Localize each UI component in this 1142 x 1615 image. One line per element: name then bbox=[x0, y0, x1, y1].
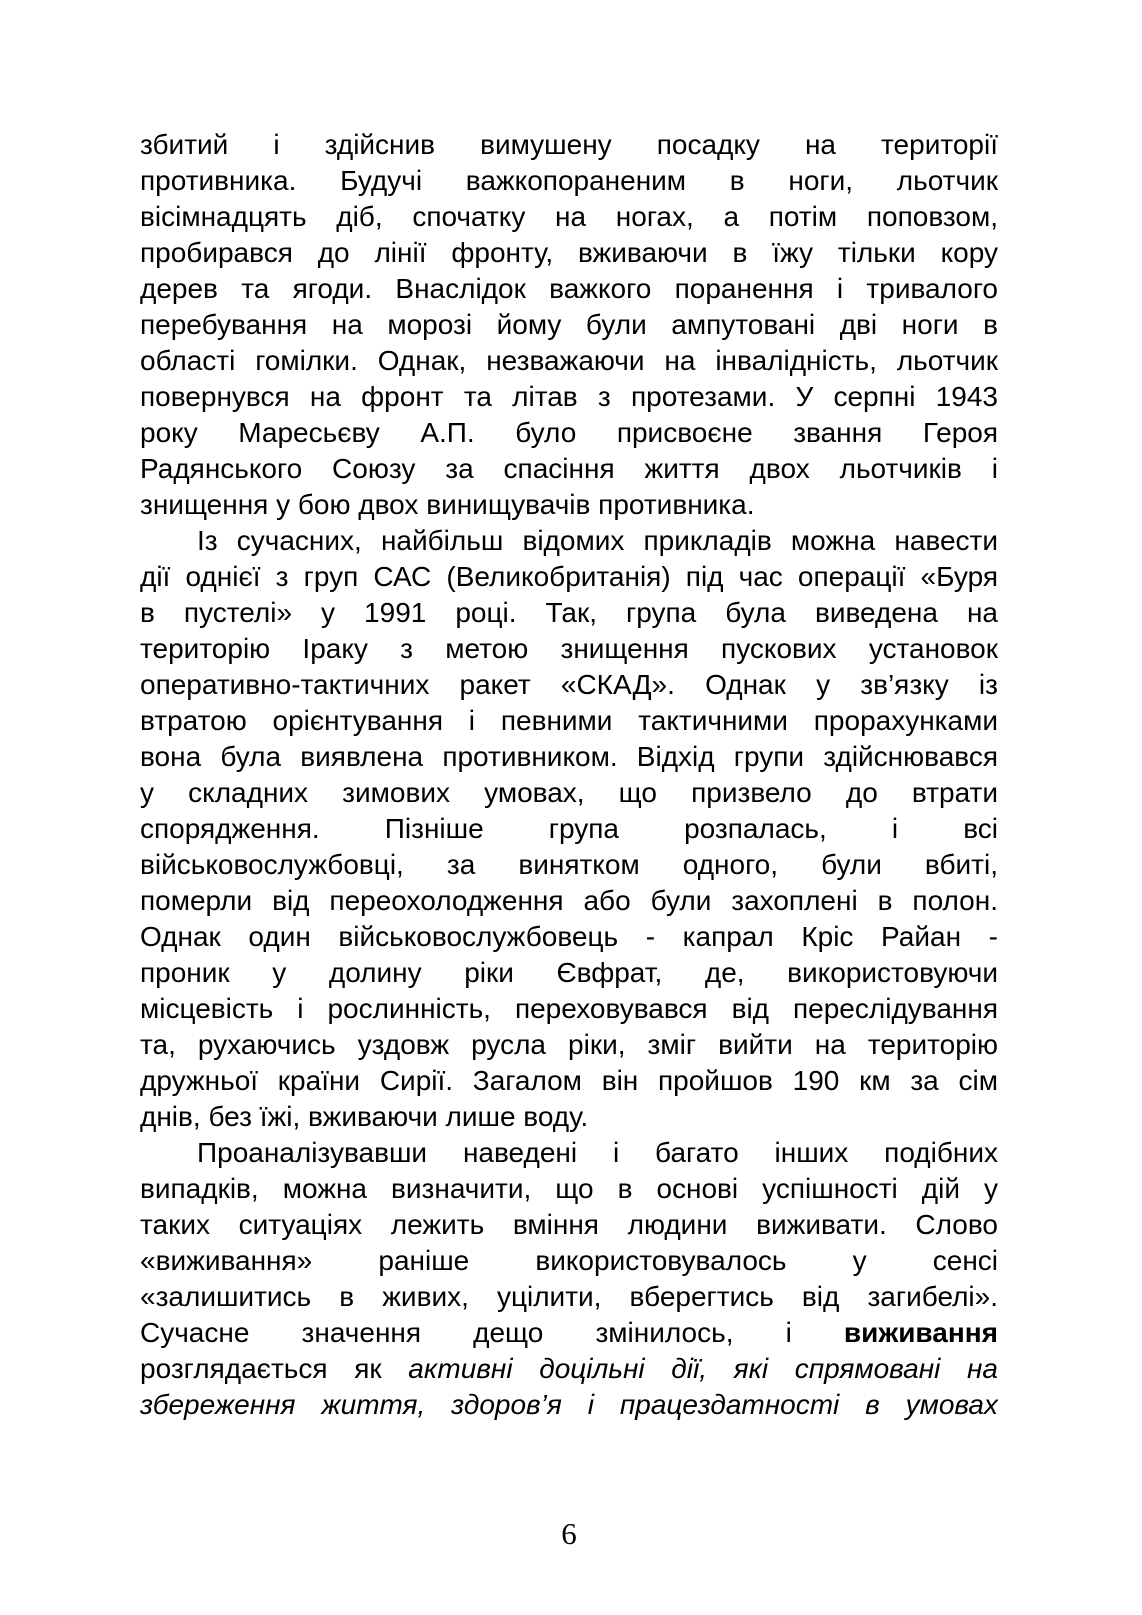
body-text: Із сучасних, найбільш відомих прикладів можна навести bbox=[197, 525, 998, 556]
text-line bbox=[140, 1027, 998, 1063]
text-line bbox=[140, 1279, 998, 1315]
text-line bbox=[140, 307, 998, 343]
text-line bbox=[140, 919, 998, 955]
text-line bbox=[140, 1063, 998, 1099]
text-line bbox=[140, 1351, 998, 1387]
bold-text: виживання bbox=[843, 1317, 998, 1348]
body-text: вона була виявлена противником. Відхід групи здійснювався bbox=[140, 741, 998, 772]
text-line bbox=[140, 559, 998, 595]
page-number: 6 bbox=[561, 1516, 577, 1551]
text-line bbox=[140, 1099, 998, 1135]
text-line bbox=[140, 847, 998, 883]
body-text: у складних зимових умовах, що призвело до втрати bbox=[140, 777, 998, 808]
body-text: Сучасне значення дещо змінилось, і bbox=[140, 1317, 844, 1348]
text-line bbox=[140, 451, 998, 487]
body-text: територію Іраку з метою знищення пускових установок bbox=[140, 633, 998, 664]
paragraph bbox=[140, 1135, 998, 1423]
paragraph bbox=[140, 127, 998, 523]
body-text: «виживання» раніше використовувалось у сенсі bbox=[140, 1245, 998, 1276]
body-text: вісімнадцять діб, спочатку на ногах, а потім поповзом, bbox=[140, 201, 998, 232]
body-text: пробирався до лінії фронту, вживаючи в їжу тільки кору bbox=[140, 237, 998, 268]
text-line bbox=[140, 487, 998, 523]
text-line bbox=[140, 1243, 998, 1279]
body-text: оперативно-тактичних ракет «СКАД». Однак у зв’язку із bbox=[140, 669, 998, 700]
text-line bbox=[140, 703, 998, 739]
text-line bbox=[140, 775, 998, 811]
text-line bbox=[140, 127, 998, 163]
body-text: області гомілки. Однак, незважаючи на інвалідність, льотчик bbox=[140, 345, 998, 376]
body-text: спорядження. Пізніше група розпалась, і всі bbox=[140, 813, 998, 844]
body-text: дружньої країни Сирії. Загалом він пройшов 190 км за сім bbox=[140, 1065, 998, 1096]
text-line bbox=[140, 1207, 998, 1243]
text-line bbox=[140, 667, 998, 703]
body-text: дії однієї з груп САС (Великобританія) під час операції «Буря bbox=[140, 561, 998, 592]
text-line bbox=[140, 739, 998, 775]
body-text: та, рухаючись уздовж русла ріки, зміг вийти на територію bbox=[140, 1029, 998, 1060]
text-line bbox=[140, 955, 998, 991]
body-text: в пустелі» у 1991 році. Так, група була виведена на bbox=[140, 597, 998, 628]
text-line bbox=[140, 1315, 998, 1351]
body-text: розглядається як bbox=[140, 1353, 409, 1384]
body-text: «залишитись в живих, уцілити, вберегтись від загибелі». bbox=[140, 1281, 998, 1312]
body-text: днів, без їжі, вживаючи лише воду. bbox=[140, 1101, 589, 1132]
body-text: Однак один військовослужбовець - капрал Кріс Райан - bbox=[140, 921, 998, 952]
text-line bbox=[140, 415, 998, 451]
body-text: Проаналізувавши наведені і багато інших подібних bbox=[197, 1137, 998, 1168]
text-line bbox=[140, 199, 998, 235]
body-text: року Маресьєву А.П. було присвоєне звання Героя bbox=[140, 417, 998, 448]
text-line bbox=[140, 991, 998, 1027]
body-text: збитий і здійснив вимушену посадку на території bbox=[140, 129, 998, 160]
body-text: місцевість і рослинність, переховувався від переслідування bbox=[140, 993, 998, 1024]
text-line bbox=[140, 343, 998, 379]
text-line bbox=[140, 883, 998, 919]
text-line bbox=[140, 811, 998, 847]
paragraph bbox=[140, 523, 998, 1135]
body-text: знищення у бою двох винищувачів противника. bbox=[140, 489, 755, 520]
text-line bbox=[140, 1387, 998, 1423]
body-text: проник у долину ріки Євфрат, де, використовуючи bbox=[140, 957, 998, 988]
text-line bbox=[140, 379, 998, 415]
text-line bbox=[140, 235, 998, 271]
italic-text: активні доцільні дії, які спрямовані на bbox=[408, 1353, 998, 1384]
body-text: таких ситуаціях лежить вміння людини виживати. Слово bbox=[140, 1209, 998, 1240]
body-text: військовослужбовці, за винятком одного, були вбиті, bbox=[140, 849, 998, 880]
body-text: противника. Будучі важкопораненим в ноги, льотчик bbox=[140, 165, 998, 196]
text-line bbox=[140, 271, 998, 307]
text-line bbox=[140, 1171, 998, 1207]
body-text: померли від переохолодження або були захоплені в полон. bbox=[140, 885, 998, 916]
body-text: повернувся на фронт та літав з протезами. У серпні 1943 bbox=[140, 381, 998, 412]
body-text: дерев та ягоди. Внаслідок важкого поранення і тривалого bbox=[140, 273, 998, 304]
text-line bbox=[140, 163, 998, 199]
text-line bbox=[140, 1135, 998, 1171]
text-block bbox=[140, 127, 998, 1423]
body-text: втратою орієнтування і певними тактичними прорахунками bbox=[140, 705, 998, 736]
italic-text: збереження життя, здоров’я і працездатності в умовах bbox=[140, 1389, 998, 1420]
text-line bbox=[140, 523, 998, 559]
text-line bbox=[140, 595, 998, 631]
body-text: перебування на морозі йому були ампутовані дві ноги в bbox=[140, 309, 998, 340]
body-text: Радянського Союзу за спасіння життя двох льотчиків і bbox=[140, 453, 998, 484]
text-line bbox=[140, 631, 998, 667]
body-text: випадків, можна визначити, що в основі успішності дій у bbox=[140, 1173, 998, 1204]
